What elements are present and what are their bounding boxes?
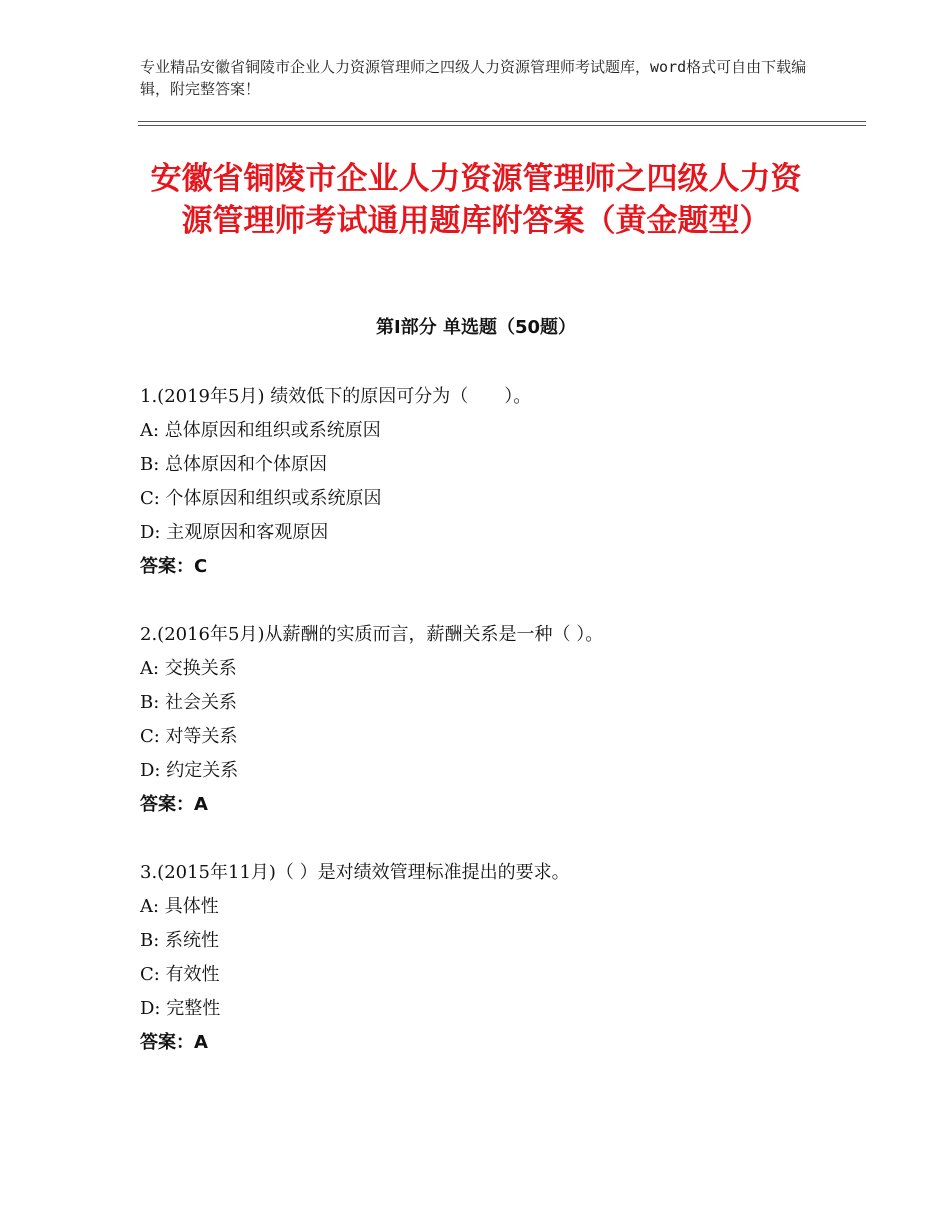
answer: 答案：C (140, 556, 208, 577)
header-divider (138, 121, 866, 126)
option-a: A: 总体原因和组织或系统原因 (140, 420, 381, 441)
answer: 答案：A (140, 1032, 208, 1053)
question-list (140, 380, 830, 1094)
option-d: D: 主观原因和客观原因 (140, 522, 329, 543)
option-a: A: 具体性 (140, 896, 219, 917)
option-d: D: 完整性 (140, 998, 221, 1019)
option-b: B: 总体原因和个体原因 (140, 454, 328, 475)
question-stem: 3.(2015年11月)（ ）是对绩效管理标准提出的要求。 (140, 862, 570, 883)
question-stem: 2.(2016年5月)从薪酬的实质而言，薪酬关系是一种（ ）。 (140, 624, 604, 645)
option-b: B: 系统性 (140, 930, 220, 951)
question-stem: 1.(2019年5月) 绩效低下的原因可分为（ ）。 (140, 386, 532, 407)
section-title: 第Ⅰ部分 单选题（50题） (375, 317, 576, 338)
header-note: 专业精品安徽省铜陵市企业人力资源管理师之四级人力资源管理师考试题库，word格式可自由下载编辑，附完整答案！ (140, 58, 807, 98)
option-d: D: 约定关系 (140, 760, 239, 781)
document-title: 安徽省铜陵市企业人力资源管理师之四级人力资源管理师考试通用题库附答案（黄金题型） (150, 161, 802, 239)
answer: 答案：A (140, 794, 208, 815)
option-c: C: 对等关系 (140, 726, 238, 747)
option-c: C: 有效性 (140, 964, 220, 985)
option-b: B: 社会关系 (140, 692, 238, 713)
question-3 (140, 856, 830, 1060)
question-1 (140, 380, 830, 584)
option-a: A: 交换关系 (140, 658, 237, 679)
option-c: C: 个体原因和组织或系统原因 (140, 488, 382, 509)
question-2 (140, 618, 830, 822)
